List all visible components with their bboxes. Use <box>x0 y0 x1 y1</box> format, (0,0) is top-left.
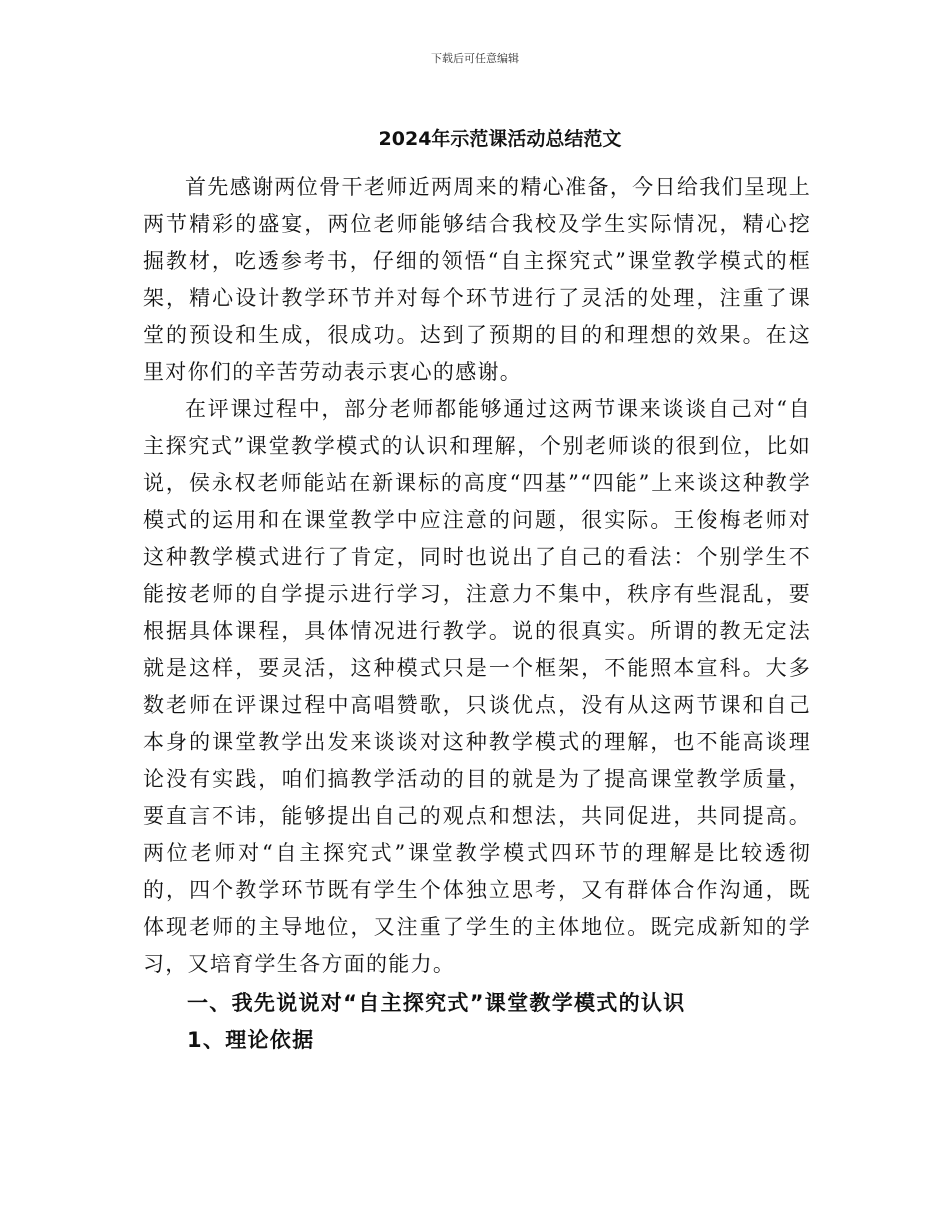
section-heading: 一、我先说说对“自主探究式”课堂教学模式的认识 <box>187 991 686 1015</box>
paragraph-evaluation: 在评课过程中，部分老师都能够通过这两节课来谈谈自己对“自主探究式”课堂教学模式的认识和理解，个别老师谈的很到位，比如说，侯永权老师能站在新课标的高度“四基”“四能”上来谈这种教学模式的运用和在课堂教学中应注意的问题，很实际。王俊梅老师对这种教学模式进行了肯定，同时也说出了自己的看法：个别学生不能按老师的自学提示进行学习，注意力不集中，秩序有些混乱，要根据具体课程，具体情况进行教学。说的很真实。所谓的教无定法就是这样，要灵活，这种模式只是一个框架，不能照本宣科。大多数老师在评课过程中高唱赞歌，只谈优点，没有从这两节课和自己本身的课堂教学出发来谈谈对这种教学模式的理解，也不能高谈理论没有实践，咱们搞教学活动的目的就是为了提高课堂教学质量，要直言不讳，能够提出自己的观点和想法，共同促进，共同提高。两位老师对“自主探究式”课堂教学模式四环节的理解是比较透彻的，四个教学环节既有学生个体独立思考，又有群体合作沟通，既体现老师的主导地位，又注重了学生的主体地位。既完成新知的学习，又培育学生各方面的能力。 <box>143 397 811 976</box>
page-header-note: 下载后可任意编辑 <box>431 52 519 65</box>
subsection-heading: 1、理论依据 <box>187 1028 315 1052</box>
document-body <box>143 169 811 983</box>
document-title: 2024年示范课活动总结范文 <box>378 128 622 150</box>
paragraph-thanks: 首先感谢两位骨干老师近两周来的精心准备，今日给我们呈现上两节精彩的盛宴，两位老师能够结合我校及学生实际情况，精心挖掘教材，吃透参考书，仔细的领悟“自主探究式”课堂教学模式的框架，精心设计教学环节并对每个环节进行了灵活的处理，注重了课堂的预设和生成，很成功。达到了预期的目的和理想的效果。在这里对你们的辛苦劳动表示衷心的感谢。 <box>143 175 811 384</box>
